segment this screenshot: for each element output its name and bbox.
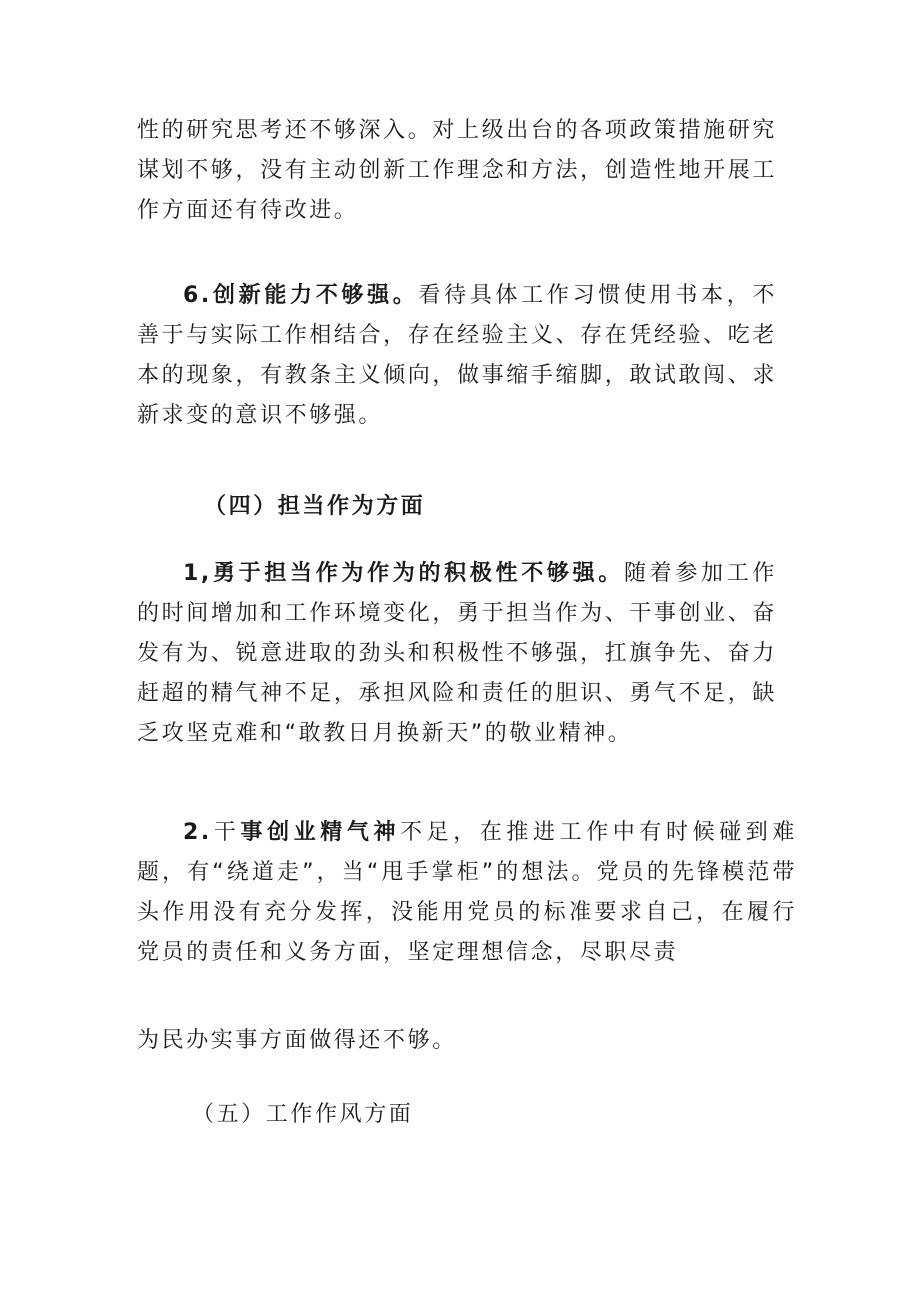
paragraph-text: 性的研究思考还不够深入。对上级出台的各项政策措施研究谋划不够，没有主动创新工作理念和方法，创造性地开展工作方面还有待改进。 <box>137 118 777 223</box>
item-lead: 事创业精气神 <box>240 820 401 845</box>
paragraph-text: 为民办实事方面做得还不够。 <box>137 1028 457 1053</box>
paragraph-entrepreneurship <box>137 813 797 973</box>
item-number: 2. <box>183 820 212 845</box>
paragraph-innovation <box>137 276 777 436</box>
paragraph-text: 看待具体工作习惯使用书本，不善于与实际工作相结合，存在经验主义、存在凭经验、吃老本的现象，有教条主义倾向，做事缩手缩脚，敢试敢闯、求新求变的意识不够强。 <box>137 283 777 428</box>
section-heading-5: （五）工作作风方面 <box>192 1102 414 1127</box>
paragraph-research <box>137 111 777 231</box>
paragraph-text: 不足，在推进工作中有时候碰到难题，有“绕道走”，当“甩手掌柜”的想法。党员的先锋模范带头作用没有充分发挥，没能用党员的标准要求自己，在履行党员的责任和义务方面，坚定理想信念，尽职尽责 <box>137 820 797 965</box>
item-lead-plain: 干 <box>211 820 241 845</box>
item-lead: 6.创新能力不够强。 <box>183 283 419 308</box>
paragraph-continuation <box>137 1021 777 1061</box>
paragraph-text: 随着参加工作的时间增加和工作环境变化，勇于担当作为、干事创业、奋发有为、锐意进取的劲头和积极性不够强，扛旗争先、奋力赶超的精气神不足，承担风险和责任的胆识、勇气不足，缺乏攻坚克难和“敢教日月换新天”的敬业精神。 <box>137 561 777 746</box>
item-lead: 1,勇于担当作为作为的积极性不够强。 <box>183 561 624 586</box>
section-heading-4: （四）担当作为方面 <box>204 494 426 519</box>
paragraph-responsibility <box>137 554 777 754</box>
